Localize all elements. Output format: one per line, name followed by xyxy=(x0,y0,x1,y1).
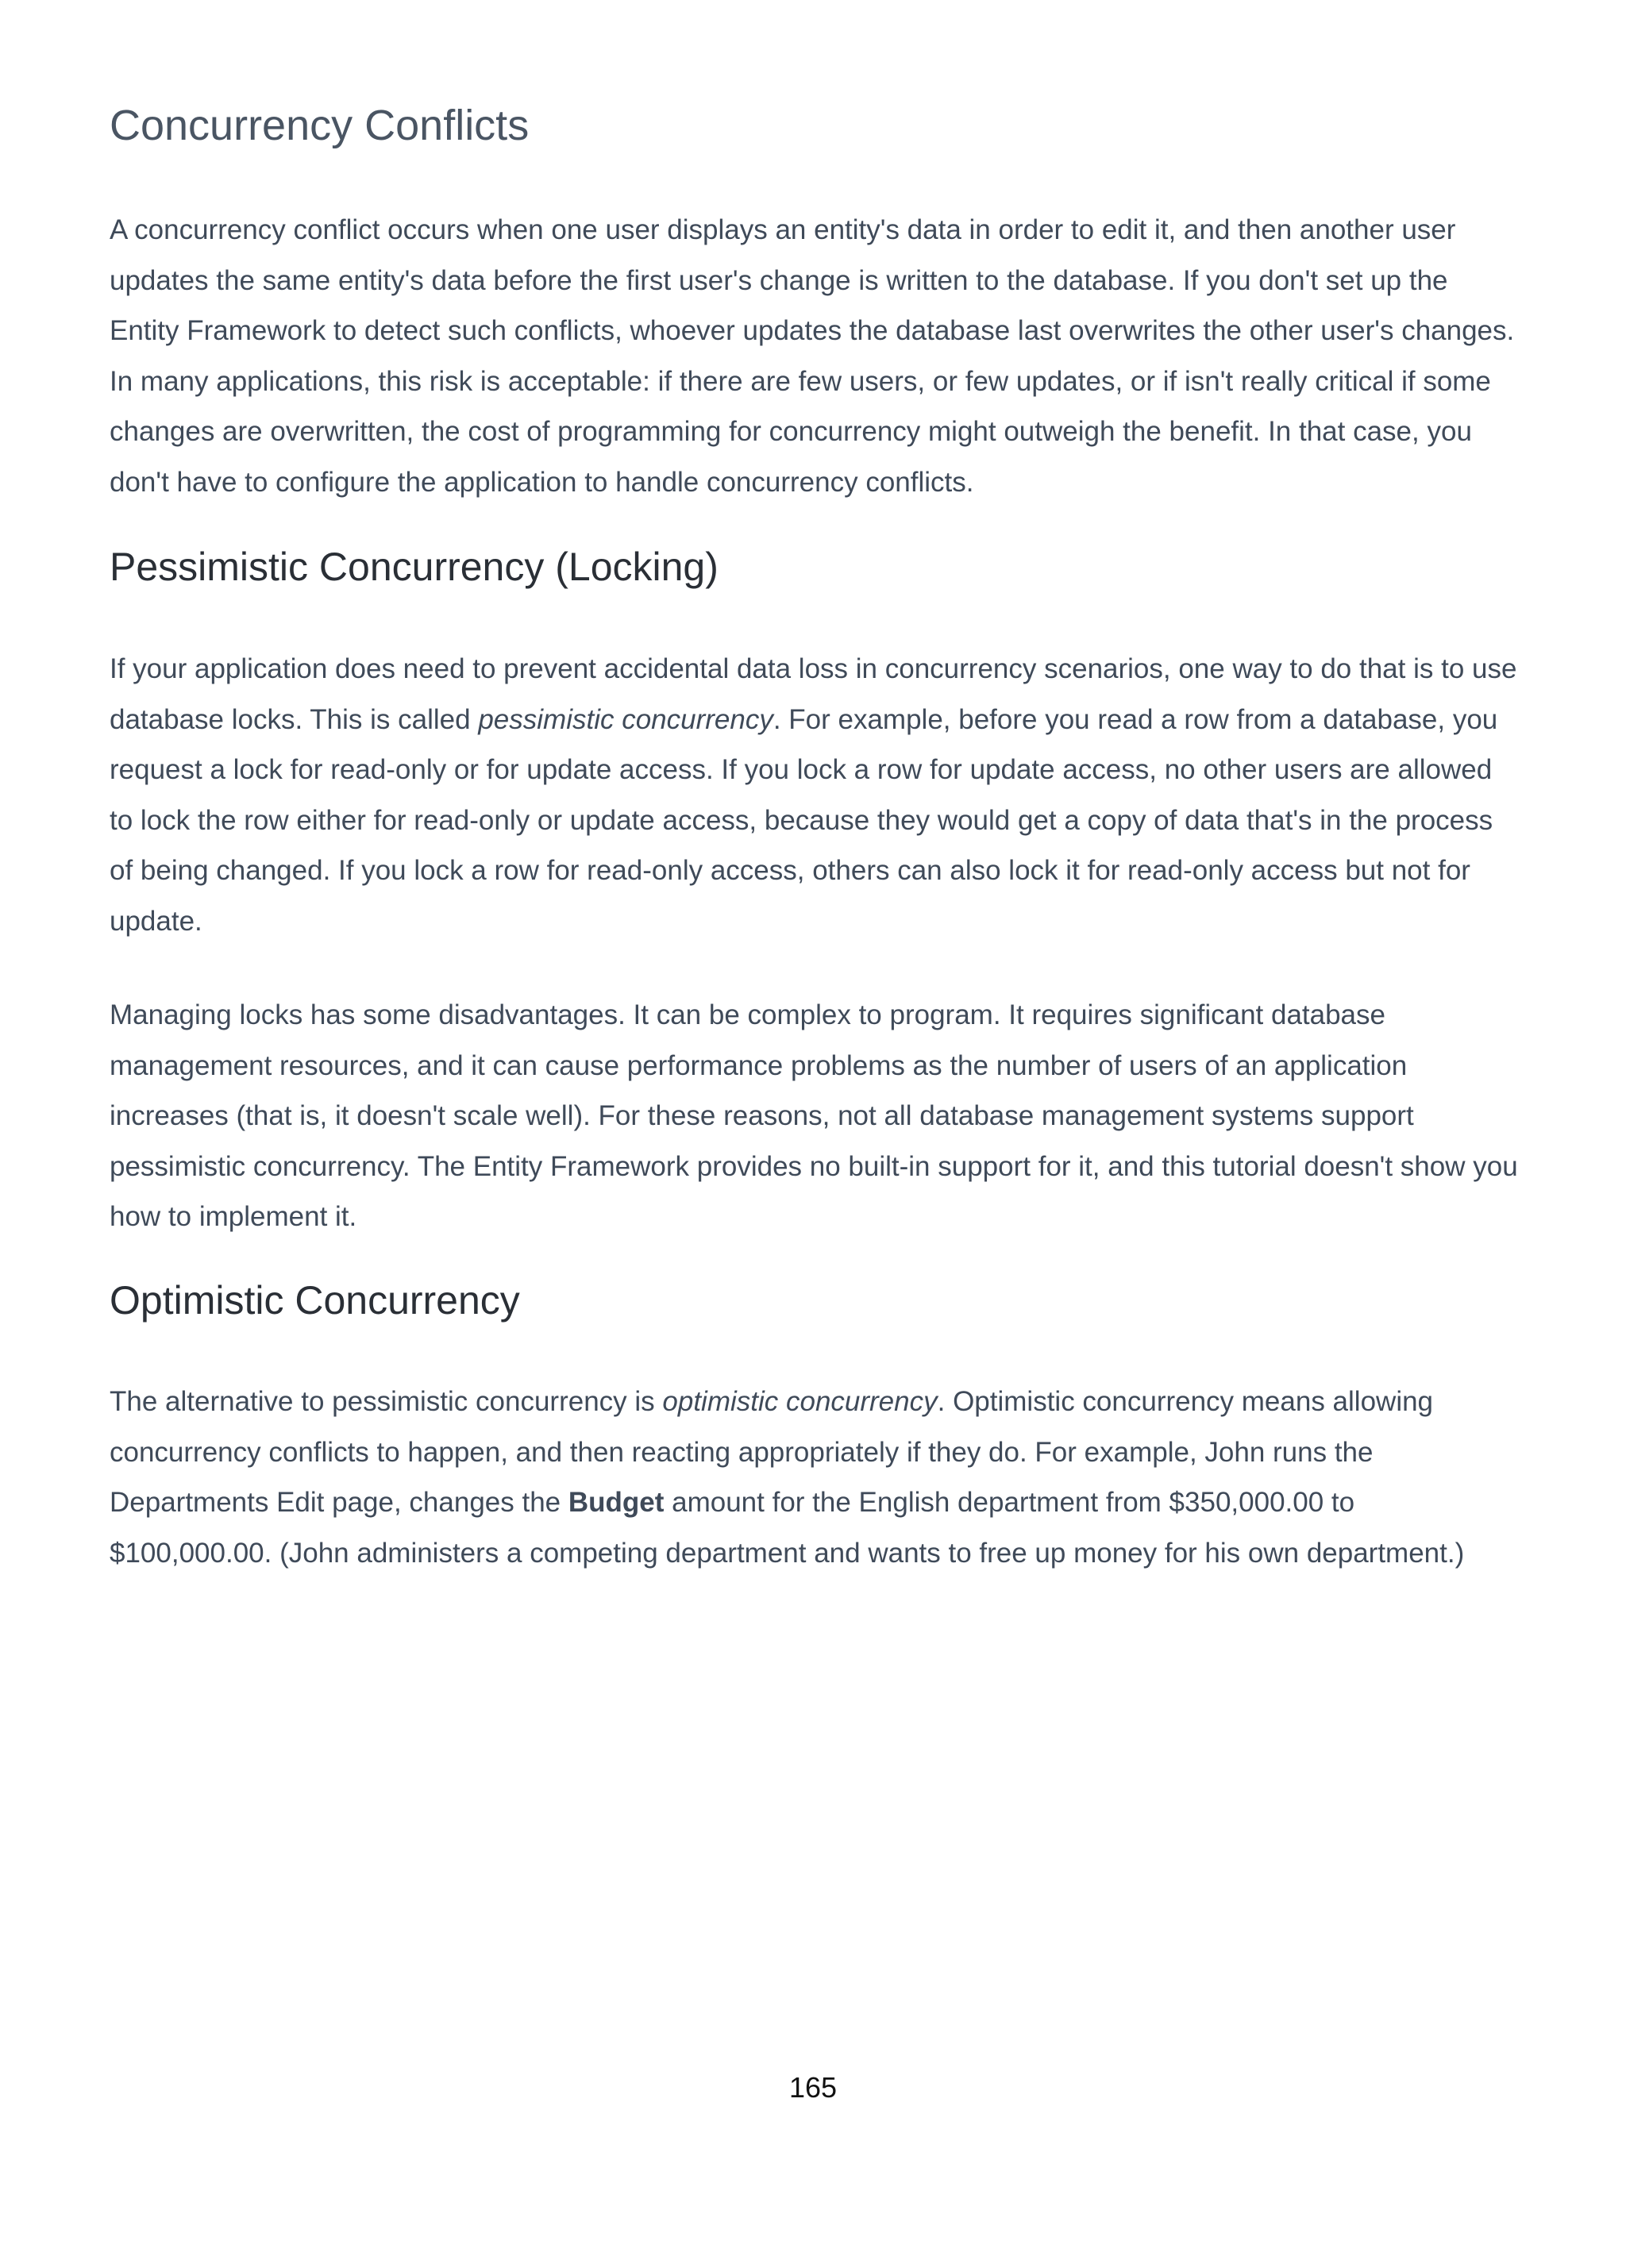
section-heading-concurrency-conflicts: Concurrency Conflicts xyxy=(110,102,530,149)
section-heading-pessimistic-concurrency: Pessimistic Concurrency (Locking) xyxy=(110,545,719,589)
section-heading-optimistic-concurrency: Optimistic Concurrency xyxy=(110,1278,520,1323)
optimistic-text-start: The alternative to pessimistic concurrency is xyxy=(110,1386,663,1417)
paragraph-concurrency-conflicts: A concurrency conflict occurs when one user displays an entity's data in order to edit it, and then another user updates the same entity's data before the first user's change is written to the database. If you don't set up the Entity Framework to detect such conflicts, whoever updates the database last overwrites the other user's changes. In many applications, this risk is acceptable: if there are few users, or few updates, or if isn't really critical if some changes are overwritten, the cost of programming for concurrency might outweigh the benefit. In that case, you don't have to configure the application to handle concurrency conflicts. xyxy=(110,214,1515,498)
optimistic-text-end: amount for the English department from $350,000.00 to $100,000.00. (John administers a competing department and wants to free up money for his own department.) xyxy=(110,1487,1465,1569)
optimistic-term-emphasis: optimistic concurrency xyxy=(662,1386,938,1417)
optimistic-text-middle: . Optimistic concurrency means allowing concurrency conflicts to happen, and then reacting appropriately if they do. For example, John runs the Departments Edit page, changes the xyxy=(110,1386,1434,1518)
pessimistic-term-emphasis: pessimistic concurrency xyxy=(478,703,773,735)
paragraph-pessimistic-intro xyxy=(110,644,1523,946)
pessimistic-intro-text-end: . For example, before you read a row from a database, you request a lock for read-only or for update access. If you lock a row for update access, no other users are allowed to lock the row either for read-only or update access, because they would get a copy of data that's in the process of being changed. If you lock a row for read-only access, others can also lock it for read-only access but not for update. xyxy=(110,703,1498,937)
page-number: 165 xyxy=(788,2071,838,2104)
pessimistic-intro-text-start: If your application does need to prevent accidental data loss in concurrency scenarios, one way to do that is to use database locks. This is called xyxy=(110,653,1517,735)
paragraph-optimistic-concurrency xyxy=(110,1377,1523,1578)
paragraph-managing-locks: Managing locks has some disadvantages. It can be complex to program. It requires significant database management resources, and it can cause performance problems as the number of users of an application increases (that is, it doesn't scale well). For these reasons, not all database management systems support pessimistic concurrency. The Entity Framework provides no built-in support for it, and this tutorial doesn't show you how to implement it. xyxy=(110,999,1518,1232)
budget-field-name: Budget xyxy=(568,1487,665,1518)
